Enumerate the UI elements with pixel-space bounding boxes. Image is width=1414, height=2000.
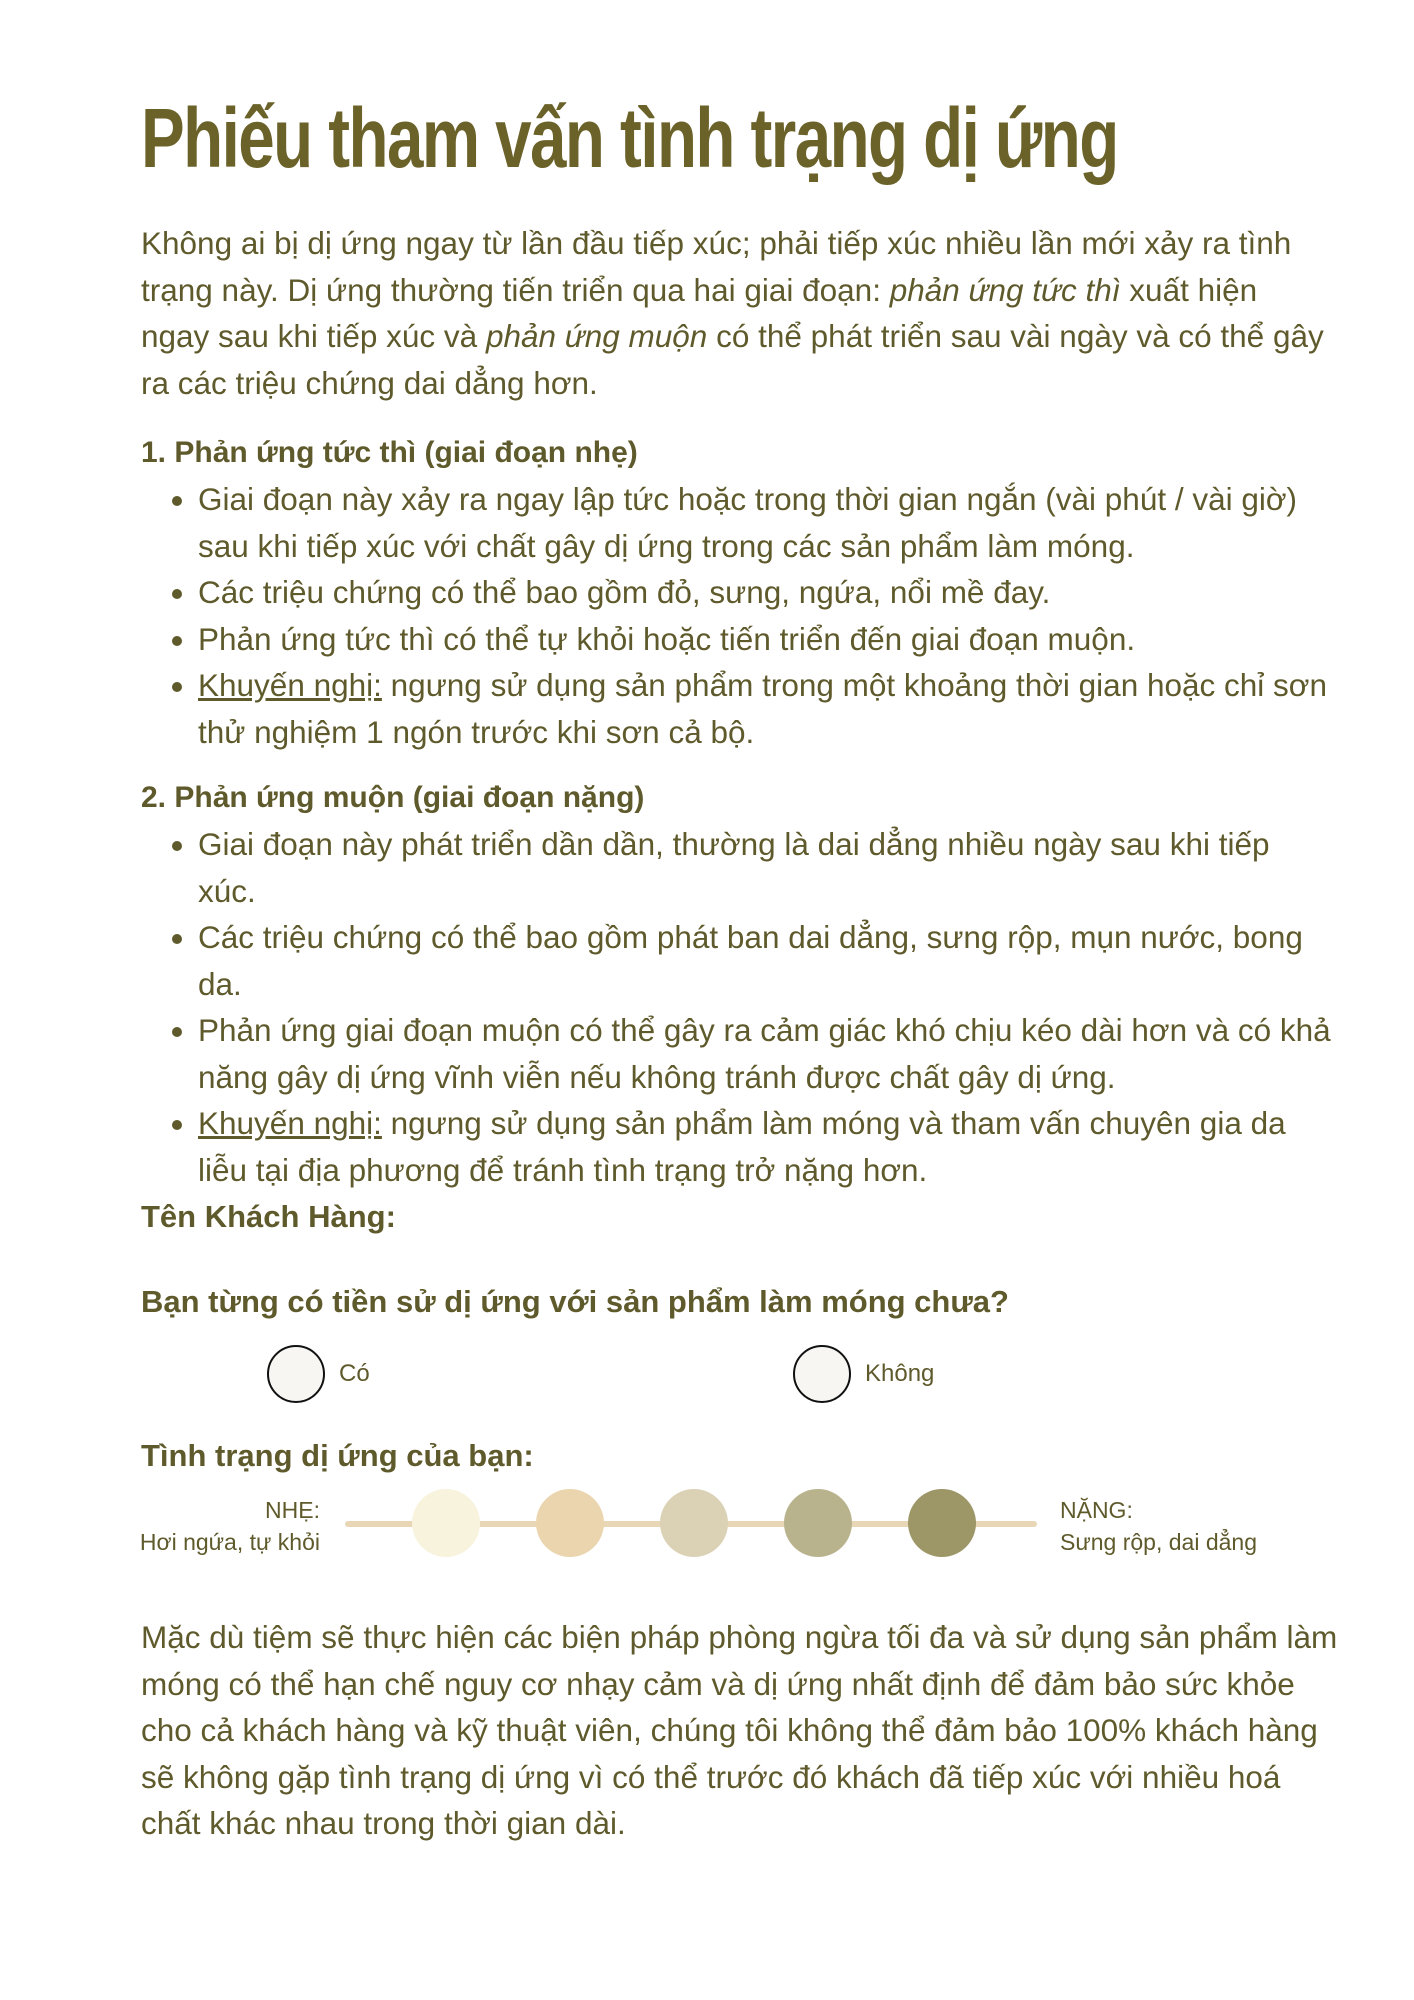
intro-text-1: Không ai bị dị ứng ngay từ lần đầu tiếp xúc; phải tiếp xúc nhiều lần mới xảy ra tình trạng này. Dị ứng thường tiến triển qua hai giai đoạn:	[141, 225, 1292, 308]
section2-list	[141, 821, 1331, 1193]
allergy-history-question: Bạn từng có tiền sử dị ứng với sản phẩm làm móng chưa?	[141, 1284, 1009, 1319]
list-item: • Các triệu chứng có thể bao gồm đỏ, sưng, ngứa, nổi mề đay.	[198, 569, 1331, 616]
page-title: Phiếu tham vấn tình trạng dị ứng	[141, 91, 1118, 185]
recommendation-label: Khuyến nghị:	[198, 1105, 382, 1141]
radio-yes[interactable]	[267, 1345, 325, 1403]
severity-level-5[interactable]	[908, 1489, 976, 1557]
severity-high-label	[1060, 1494, 1257, 1558]
severity-high-description: Sưng rộp, dai dẳng	[1060, 1529, 1257, 1555]
section1-heading: 1. Phản ứng tức thì (giai đoạn nhẹ)	[141, 436, 638, 469]
radio-no[interactable]	[793, 1345, 851, 1403]
intro-emphasis-delayed: phản ứng muộn	[485, 318, 708, 354]
intro-paragraph	[141, 220, 1331, 406]
customer-name-label: Tên Khách Hàng:	[141, 1199, 396, 1234]
list-item-recommendation	[198, 1100, 1331, 1193]
option-yes-label: Có	[339, 1360, 370, 1387]
section-immediate-reaction	[141, 430, 1331, 755]
closing-paragraph: Mặc dù tiệm sẽ thực hiện các biện pháp phòng ngừa tối đa và sử dụng sản phẩm làm móng có thể hạn chế nguy cơ nhạy cảm và dị ứng nhất định để đảm bảo sức khỏe cho cả khách hàng và kỹ thuật viên, chúng tôi không thể đảm bảo 100% khách hàng sẽ không gặp tình trạng dị ứng vì có thể trước đó khách đã tiếp xúc với nhiều hoá chất khác nhau trong thời gian dài.	[141, 1619, 1338, 1841]
severity-level-3[interactable]	[660, 1489, 728, 1557]
recommendation-label: Khuyến nghị:	[198, 667, 382, 703]
recommendation-text: ngưng sử dụng sản phẩm làm móng và tham vấn chuyên gia da liễu tại địa phương để tránh tình trạng trở nặng hơn.	[198, 1105, 1286, 1188]
recommendation-text: ngưng sử dụng sản phẩm trong một khoảng thời gian hoặc chỉ sơn thử nghiệm 1 ngón trước khi sơn cả bộ.	[198, 667, 1327, 750]
section-delayed-reaction	[141, 775, 1331, 1193]
severity-low-title: NHẸ:	[265, 1497, 320, 1523]
intro-emphasis-immediate: phản ứng tức thì	[889, 271, 1121, 308]
severity-low-label	[140, 1494, 320, 1558]
severity-level-1[interactable]	[412, 1489, 480, 1557]
option-no-label: Không	[865, 1360, 935, 1387]
list-item: • Phản ứng tức thì có thể tự khỏi hoặc tiến triển đến giai đoạn muộn.	[198, 616, 1331, 663]
option-yes[interactable]	[267, 1345, 370, 1403]
list-item: • Các triệu chứng có thể bao gồm phát ban dai dẳng, sưng rộp, mụn nước, bong da.	[198, 914, 1331, 1007]
severity-high-title: NẶNG:	[1060, 1497, 1133, 1523]
severity-level-2[interactable]	[536, 1489, 604, 1557]
section1-list	[141, 476, 1331, 755]
option-no[interactable]	[793, 1345, 934, 1403]
list-item-recommendation	[198, 662, 1331, 755]
severity-level-4[interactable]	[784, 1489, 852, 1557]
intro-text-2: xuất hiện ngay sau khi tiếp xúc và	[141, 271, 1258, 354]
severity-question: Tình trạng dị ứng của bạn:	[141, 1438, 534, 1473]
severity-low-description: Hơi ngứa, tự khỏi	[139, 1529, 320, 1555]
intro-text-3: có thể phát triển sau vài ngày và có thể gây ra các triệu chứng dai dẳng hơn.	[141, 318, 1324, 401]
section2-heading: 2. Phản ứng muộn (giai đoạn nặng)	[141, 781, 645, 814]
list-item: • Phản ứng giai đoạn muộn có thể gây ra cảm giác khó chịu kéo dài hơn và có khả năng gây dị ứng vĩnh viễn nếu không tránh được chất gây dị ứng.	[198, 1007, 1331, 1100]
list-item: • Giai đoạn này xảy ra ngay lập tức hoặc trong thời gian ngắn (vài phút / vài giờ) sau khi tiếp xúc với chất gây dị ứng trong các sản phẩm làm móng.	[198, 476, 1331, 569]
list-item: • Giai đoạn này phát triển dần dần, thường là dai dẳng nhiều ngày sau khi tiếp xúc.	[198, 821, 1331, 914]
